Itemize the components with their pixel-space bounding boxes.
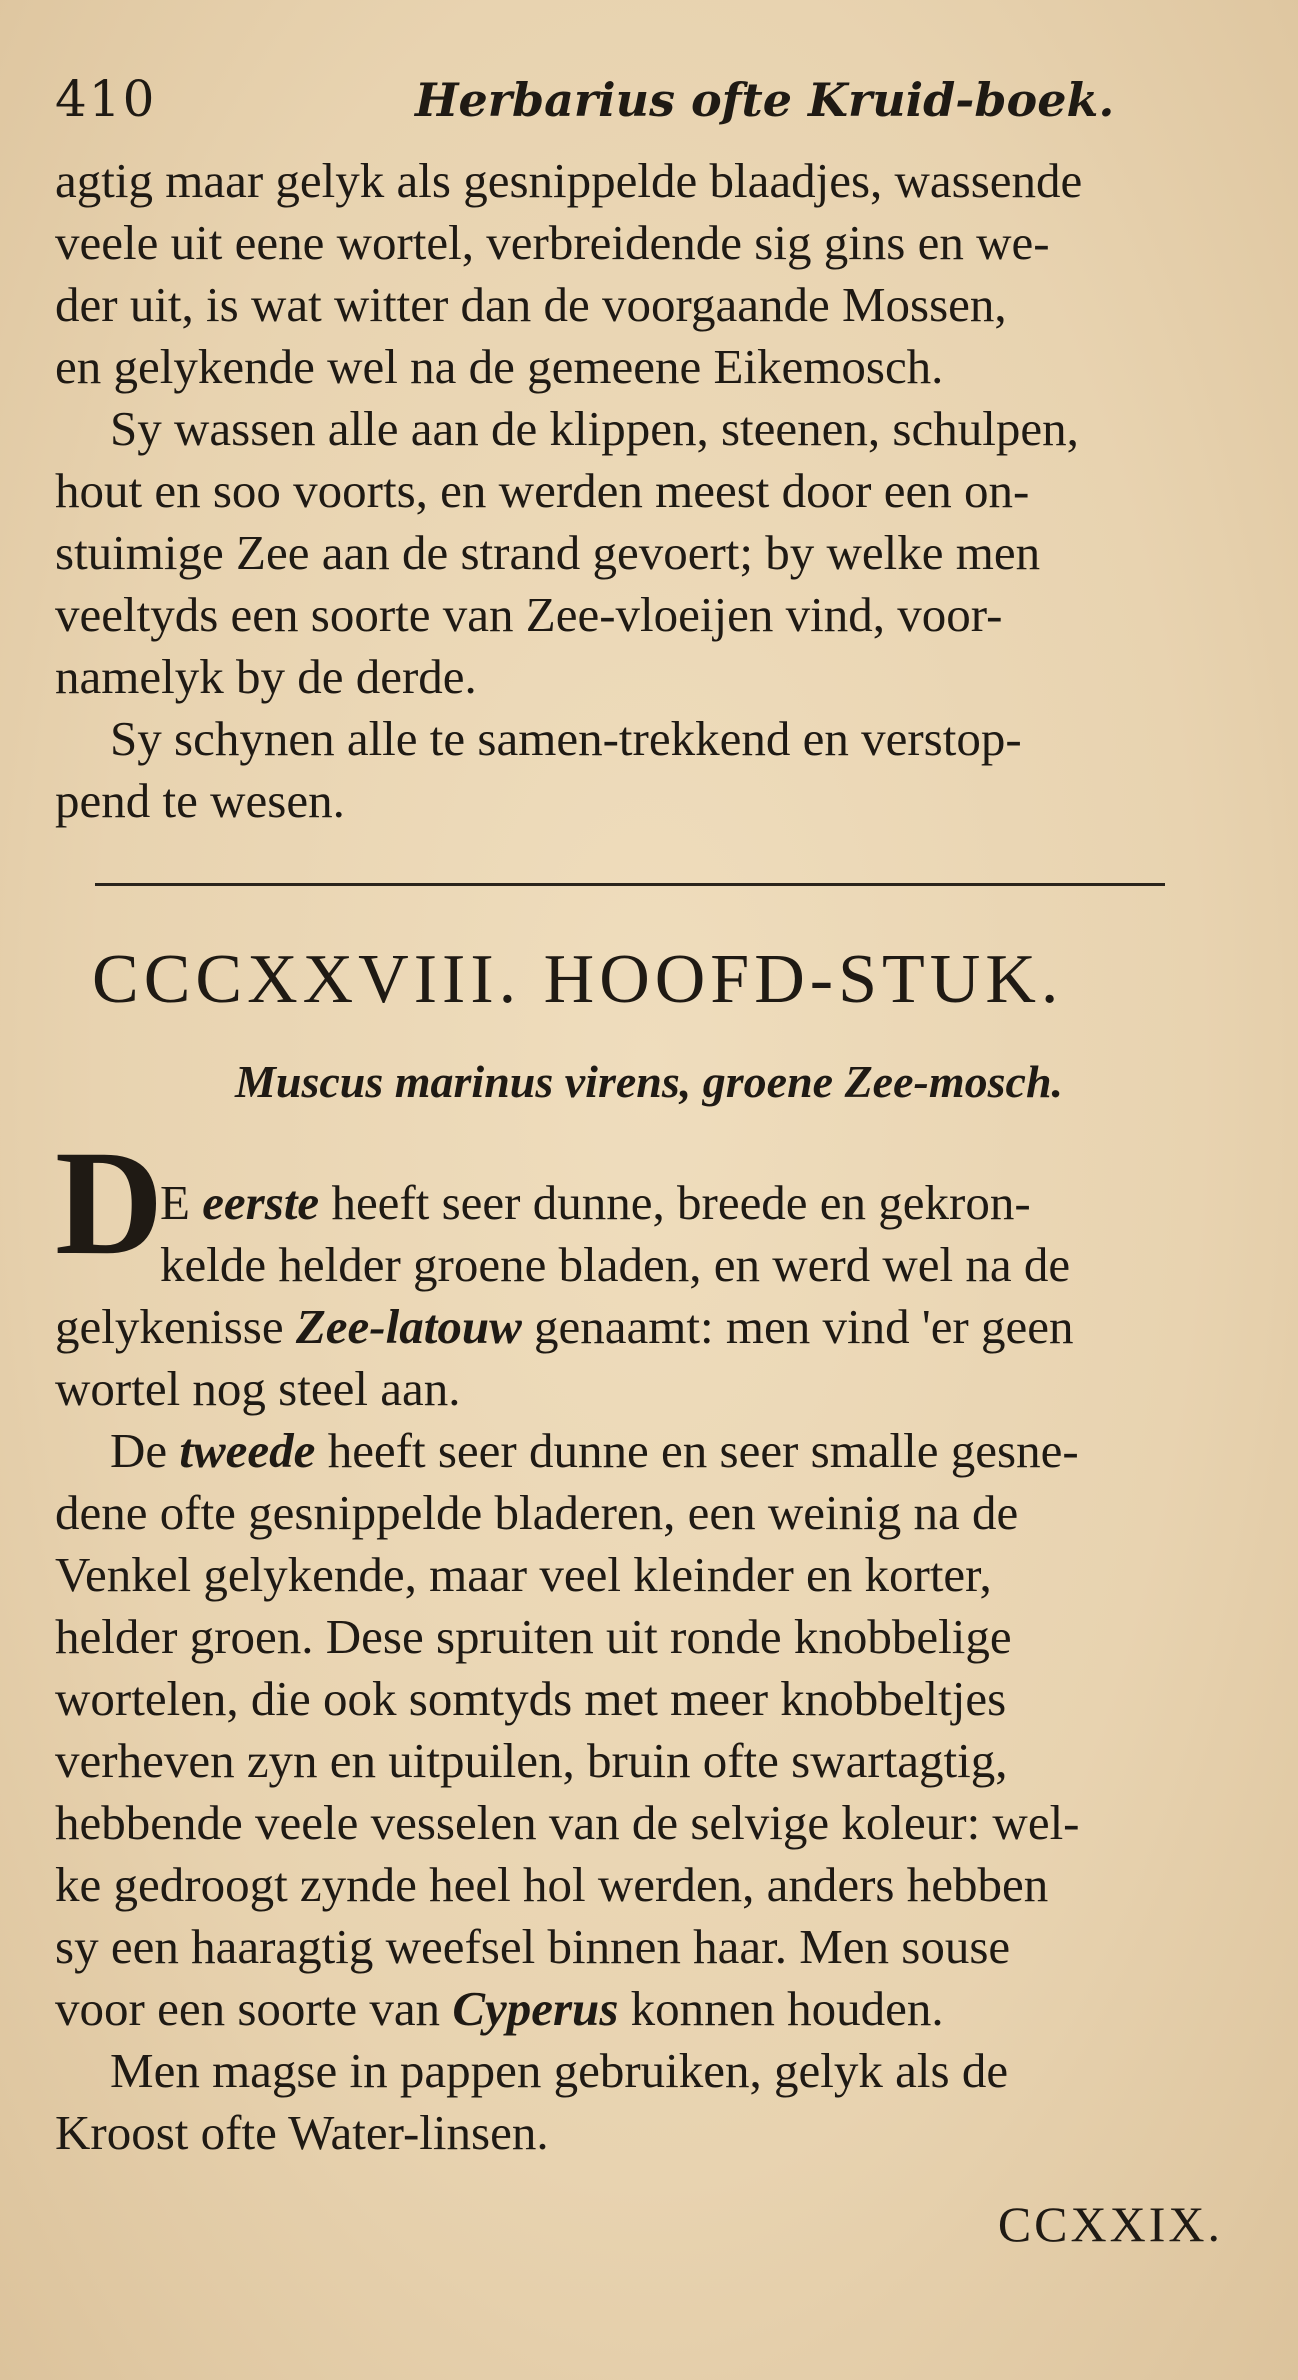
text-line: sy een haaragtig weefsel binnen haar. Men souse [55, 1919, 1011, 1974]
text-line: veele uit eene wortel, verbreidende sig gins en we- [55, 215, 1050, 270]
text-line: wortel nog steel aan. [55, 1361, 461, 1416]
catch-word: CCXXIX. [997, 2196, 1223, 2252]
page-number: 410 [55, 70, 157, 128]
drop-capital: D [55, 1120, 164, 1286]
text-line [55, 1172, 1255, 1234]
text-line: Venkel gelykende, maar veel kleinder en korter, [55, 1547, 992, 1602]
chapter-body-text [55, 1172, 1255, 2164]
text-line: Sy schynen alle te samen-trekkend en verstop- [110, 711, 1022, 766]
text-line: agtig maar gelyk als gesnippelde blaadjes, wassende [55, 153, 1083, 208]
text-line: Sy wassen alle aan de klippen, steenen, schulpen, [110, 401, 1079, 456]
italic-term: tweede [179, 1423, 316, 1478]
text-run: genaamt: men vind 'er geen [521, 1299, 1074, 1354]
chapter-title: CCCXXVIII. HOOFD-STUK. [92, 941, 1064, 1018]
text-line: stuimige Zee aan de strand gevoert; by welke men [55, 525, 1041, 580]
text-line: pend te wesen. [55, 773, 345, 828]
running-title: Herbarius ofte Kruid-boek. [415, 73, 1115, 127]
text-line: Men magse in pappen gebruiken, gelyk als de [110, 2043, 1009, 2098]
text-line [55, 1420, 1255, 1482]
text-line: der uit, is wat witter dan de voorgaande Mossen, [55, 277, 1007, 332]
text-line: namelyk by de derde. [55, 649, 477, 704]
italic-term: Zee-latouw [295, 1299, 522, 1354]
text-run: gelykenisse [55, 1299, 296, 1354]
text-line: wortelen, die ook somtyds met meer knobbeltjes [55, 1671, 1007, 1726]
text-line: verheven zyn en uitpuilen, bruin ofte swartagtig, [55, 1733, 1008, 1788]
text-run: voor een soorte van [55, 1981, 453, 2036]
text-line: kelde helder groene bladen, en werd wel na de [160, 1237, 1071, 1292]
text-line: en gelykende wel na de gemeene Eikemosch. [55, 339, 944, 394]
italic-term: Cyperus [452, 1981, 619, 2036]
italic-term: eerste [202, 1175, 320, 1230]
text-line: hout en soo voorts, en werden meest door een on- [55, 463, 1030, 518]
text-line [55, 1296, 1255, 1358]
text-run: heeft seer dunne en seer smalle gesne- [315, 1423, 1079, 1478]
section-divider [95, 883, 1165, 886]
text-line: veeltyds een soorte van Zee-vloeijen vind, voor- [55, 587, 1003, 642]
text-line: helder groen. Dese spruiten uit ronde knobbelige [55, 1609, 1012, 1664]
text-run: heeft seer dunne, breede en gekron- [319, 1175, 1031, 1230]
text-line: dene ofte gesnippelde bladeren, een weinig na de [55, 1485, 1019, 1540]
text-line: hebbende veele vesselen van de selvige koleur: wel- [55, 1795, 1080, 1850]
text-run: De [110, 1423, 180, 1478]
text-run: konnen houden. [618, 1981, 944, 2036]
top-section-text [55, 150, 1255, 832]
text-run: E [160, 1175, 203, 1230]
text-line: Kroost ofte Water-linsen. [55, 2105, 549, 2160]
text-line [55, 1978, 1255, 2040]
running-head [55, 70, 1238, 140]
text-line: ke gedroogt zynde heel hol werden, anders hebben [55, 1857, 1049, 1912]
chapter-subtitle: Muscus marinus virens, groene Zee-mosch. [234, 1056, 1064, 1107]
